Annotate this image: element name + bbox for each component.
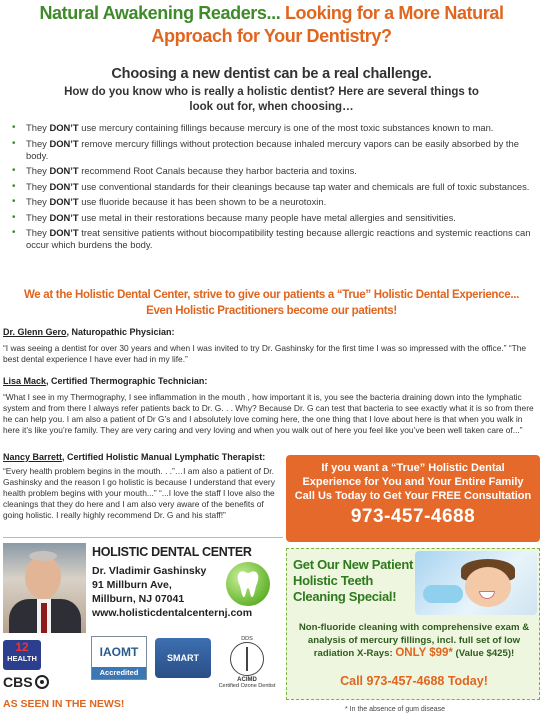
list-item: • They DON’T treat sensitive patients without biocompatibility testing because allergic reactions and systemic reactions can occur which burdens the body. — [12, 227, 531, 250]
media-logos — [3, 636, 283, 690]
testimonial-title: , Certified Thermographic Technician: — [46, 376, 208, 386]
promo-banner — [0, 287, 543, 319]
list-item: • They DON’T use mercury containing fillings because mercury is one of the most toxic substances known to man. — [12, 122, 494, 133]
testimonial-text: “I was seeing a dentist for over 30 years and when I was invited to try Dr. Gashinsky for the first time I was so impressed with the office.” “The best dental experience I have ever had in my life.” — [3, 343, 527, 364]
headline-green: Natural Awakening Readers... — [39, 3, 281, 23]
criteria-list — [10, 122, 540, 255]
smart-logo: SMART — [155, 638, 211, 678]
testimonial-mack — [3, 376, 541, 436]
patient-photo — [415, 551, 537, 615]
list-item: • They DON’T use conventional standards for their cleanings because tap water and chemicals are full of toxic substances. — [12, 180, 530, 192]
promo-line-1: We at the Holistic Dental Center, strive to give our patients a “True” Holistic Dental Experience... — [23, 289, 520, 301]
headline — [0, 2, 543, 48]
caduceus-icon — [230, 642, 264, 676]
headline-orange-1: Looking for a More Natural — [284, 3, 504, 23]
bullet-icon: • — [12, 122, 16, 133]
website-link[interactable]: www.holisticdentalcenternj.com — [92, 607, 253, 619]
cta-line-1: If you want a “True” Holistic Dental — [321, 462, 505, 474]
testimonial-text: “What I see in my Thermography, I see inflammation in the mouth , how important it is, you see the bacteria draining down into the lymphatic system and from there I always refer patients back to Dr. G. . . Why? Because Dr. G can test that bacteria to see exactly what it is so from there he can help you. I am also a patient of Dr G’s and I absolutely love coming here, the one thing that I love about here is that when you walk in here it’s like you’re family. They are very caring and very loving and when you walk out of here you feel like you’ve been well taken care of...” — [3, 392, 534, 435]
list-item: • They DON’T use fluoride because it has been shown to be a neurotoxin. — [12, 196, 327, 207]
bullet-icon: • — [12, 165, 16, 176]
bullet-icon: • — [12, 196, 16, 207]
list-item: • They DON’T recommend Root Canals because they harbor bacteria and toxins. — [12, 165, 357, 176]
bullet-icon: • — [12, 180, 16, 192]
list-item: • They DON’T remove mercury fillings without protection because inhaled mercury vapors can be easily absorbed by the body. — [12, 137, 519, 161]
testimonial-name: Lisa Mack — [3, 376, 47, 386]
news12-logo: 12 HEALTH — [3, 640, 41, 670]
special-offer-box — [286, 548, 540, 700]
special-title: Get Our New Patient Holistic Teeth Cleaning Special! — [293, 557, 413, 604]
testimonial-name: Dr. Glenn Gero — [3, 327, 67, 337]
promo-line-2: Even Holistic Practitioners become our patients! — [146, 305, 397, 317]
question-text: How do you know who is really a holistic dentist? Here are several things to look out for, when choosing… — [64, 86, 479, 113]
street-address: 91 Millburn Ave, — [92, 579, 172, 591]
cta-line-3: Call Us Today to Get Your FREE Consultation — [294, 490, 532, 502]
cbs-logo: CBS — [3, 674, 49, 690]
subheading: Choosing a new dentist can be a real challenge. — [111, 66, 432, 82]
testimonial-title: , Certified Holistic Manual Lymphatic Therapist: — [62, 452, 266, 462]
testimonial-text: “Every health problem begins in the mouth. . .”…I am also a patient of Dr. Gashinsky and the reason I go holistic is because I understand that every health problem begins with your mouth...” “...I love the staff I love also the cleanings that they do here and I am also very aware of the benefits of going holistic. I really highly recommend Dr. G and his staff!” — [3, 466, 275, 520]
as-seen-in-news: AS SEEN IN THE NEWS! — [3, 698, 125, 710]
testimonial-title: , Naturopathic Physician: — [66, 327, 175, 337]
bullet-icon: • — [12, 227, 16, 238]
iaomt-logo: IAOMT Accredited — [91, 636, 147, 680]
city-address: Millburn, NJ 07041 — [92, 593, 185, 605]
tooth-icon — [226, 562, 270, 606]
special-description: Non-fluoride cleaning with comprehensive exam & analysis of mercury fillings, incl. full set of low radiation X-Rays: ONLY $99* (Value $425)! — [298, 622, 530, 659]
clinic-name: HOLISTIC DENTAL CENTER — [92, 545, 252, 559]
special-call-phone[interactable]: Call 973-457-4688 Today! — [340, 674, 488, 688]
doctor-name: Dr. Vladimir Gashinsky — [92, 565, 207, 577]
ozone-dentist-seal: DDS ACIMD Certified Ozone Dentist — [218, 636, 276, 689]
list-item: • They DON’T use metal in their restorations because many people have metal allergies and sensitivities. — [12, 211, 456, 223]
cbs-eye-icon — [35, 675, 49, 689]
testimonial-gero — [3, 327, 541, 365]
bullet-icon: • — [12, 137, 16, 149]
headline-orange-2: Approach for Your Dentistry? — [151, 26, 392, 46]
consultation-box — [286, 455, 540, 542]
bullet-icon: • — [12, 211, 16, 223]
cta-phone[interactable]: 973-457-4688 — [350, 506, 476, 527]
testimonial-name: Nancy Barrett — [3, 452, 63, 462]
cta-line-2: Experience for You and Your Entire Family — [302, 476, 524, 488]
doctor-photo — [3, 543, 86, 633]
testimonial-barrett — [3, 452, 283, 463]
special-price: ONLY $99* — [395, 647, 453, 659]
divider — [3, 537, 283, 538]
footnote: * In the absence of gum disease — [345, 706, 446, 713]
